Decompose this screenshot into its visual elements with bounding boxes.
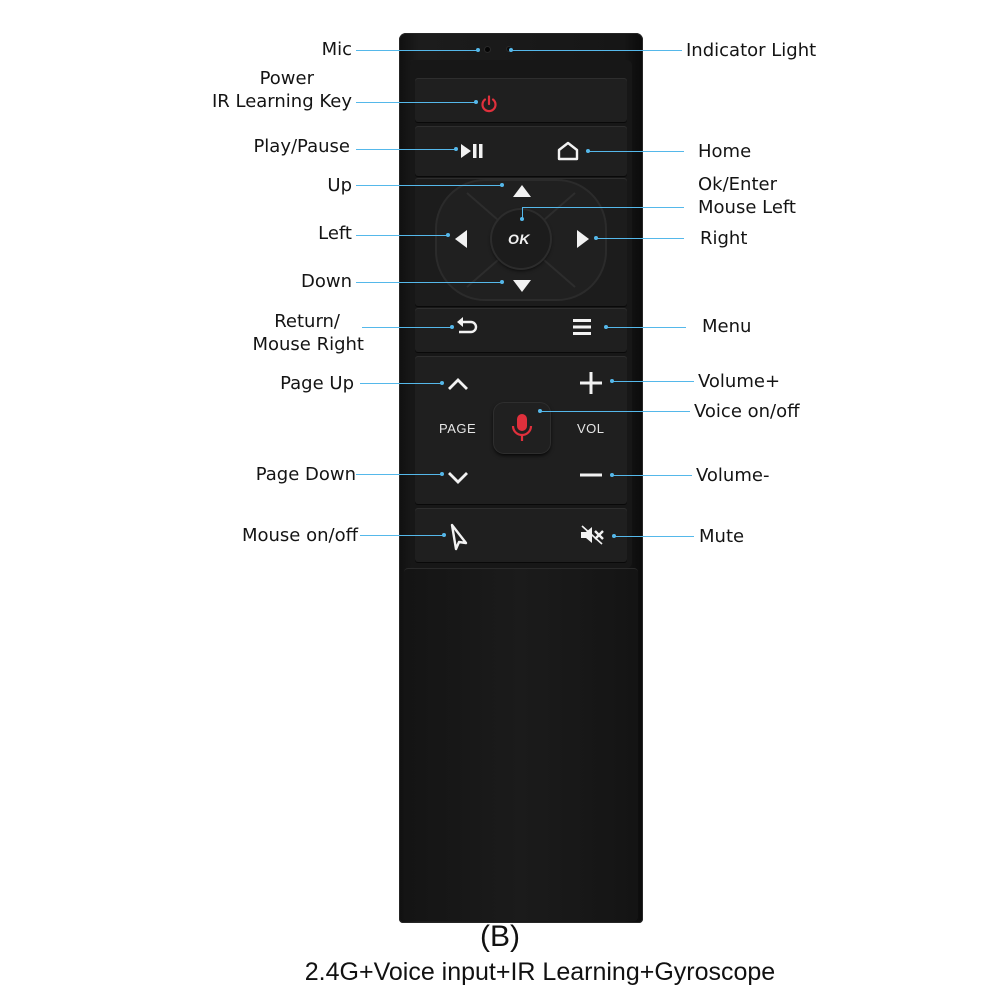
remote-lower-body xyxy=(404,568,638,921)
microphone-icon[interactable] xyxy=(510,412,534,444)
leader-down xyxy=(356,282,502,283)
label-power-line2: IR Learning Key xyxy=(211,91,352,112)
leader-dot-mic xyxy=(476,48,480,52)
label-mic: Mic xyxy=(321,39,352,60)
leader-return xyxy=(362,327,452,328)
label-play-pause: Play/Pause xyxy=(253,136,350,157)
leader-left xyxy=(356,235,448,236)
leader-mic xyxy=(356,50,478,51)
leader-dot-volume-up xyxy=(610,379,614,383)
leader-dot-right xyxy=(594,236,598,240)
leader-play-pause xyxy=(356,149,456,150)
chevron-up-icon[interactable] xyxy=(446,376,470,392)
leader-indicator xyxy=(512,50,682,51)
leader-mouse xyxy=(360,535,444,536)
minus-icon[interactable] xyxy=(578,465,604,485)
play-pause-icon[interactable] xyxy=(460,143,484,159)
leader-page-up xyxy=(360,383,442,384)
label-ok-line1: Ok/Enter xyxy=(698,174,777,195)
leader-dot-left xyxy=(446,233,450,237)
label-right: Right xyxy=(700,228,748,249)
leader-dot-menu xyxy=(604,325,608,329)
label-volume-up: Volume+ xyxy=(698,371,781,392)
leader-page-down xyxy=(356,474,442,475)
leader-dot-indicator xyxy=(509,48,513,52)
label-power-line1: Power xyxy=(259,68,314,89)
leader-voice xyxy=(540,411,690,412)
leader-dot-down xyxy=(500,280,504,284)
back-icon[interactable] xyxy=(455,316,479,338)
leader-dot-home xyxy=(586,149,590,153)
up-arrow-icon[interactable] xyxy=(511,183,533,199)
leader-dot-play-pause xyxy=(454,147,458,151)
leader-dot-up xyxy=(500,183,504,187)
power-key-panel[interactable] xyxy=(415,78,627,122)
label-down: Down xyxy=(300,271,352,292)
page-key-label: PAGE xyxy=(439,421,477,436)
leader-dot-ok xyxy=(520,217,524,221)
variant-caption: (B) xyxy=(480,920,520,953)
label-voice: Voice on/off xyxy=(694,401,800,422)
label-return-line1: Return/ xyxy=(274,311,340,332)
vol-key-label: VOL xyxy=(577,421,605,436)
label-page-up: Page Up xyxy=(280,373,354,394)
down-arrow-icon[interactable] xyxy=(511,278,533,294)
leader-volume-up xyxy=(612,381,694,382)
mic-hole xyxy=(485,47,490,52)
leader-dot-return xyxy=(450,325,454,329)
chevron-down-icon[interactable] xyxy=(446,470,470,486)
mute-icon[interactable] xyxy=(579,524,605,546)
plus-icon[interactable] xyxy=(578,370,604,396)
menu-icon[interactable] xyxy=(572,318,592,336)
label-indicator-light: Indicator Light xyxy=(686,40,817,61)
leader-up xyxy=(356,185,502,186)
features-caption: 2.4G+Voice input+IR Learning+Gyroscope xyxy=(304,958,776,986)
leader-volume-down xyxy=(612,475,692,476)
label-mute: Mute xyxy=(699,526,745,547)
home-icon[interactable] xyxy=(556,141,580,161)
label-left: Left xyxy=(318,223,352,244)
power-icon[interactable] xyxy=(479,94,499,114)
label-page-down: Page Down xyxy=(255,464,356,485)
cursor-icon[interactable] xyxy=(448,523,470,551)
leader-right xyxy=(596,238,684,239)
label-menu: Menu xyxy=(702,316,752,337)
leader-ok xyxy=(522,207,684,208)
leader-dot-volume-down xyxy=(610,473,614,477)
leader-power xyxy=(356,102,476,103)
right-arrow-icon[interactable] xyxy=(575,228,591,250)
label-mouse: Mouse on/off xyxy=(241,525,358,546)
label-home: Home xyxy=(698,141,752,162)
left-arrow-icon[interactable] xyxy=(453,228,469,250)
label-up: Up xyxy=(327,175,352,196)
label-return-line2: Mouse Right xyxy=(252,334,364,355)
leader-menu xyxy=(606,327,686,328)
leader-dot-page-down xyxy=(440,472,444,476)
leader-dot-voice xyxy=(538,409,542,413)
label-volume-down: Volume- xyxy=(696,465,770,486)
label-ok-line2: Mouse Left xyxy=(698,197,796,218)
leader-dot-mouse xyxy=(442,533,446,537)
leader-home xyxy=(588,151,684,152)
leader-dot-mute xyxy=(612,534,616,538)
leader-mute xyxy=(614,536,694,537)
leader-dot-power xyxy=(474,100,478,104)
leader-dot-page-up xyxy=(440,381,444,385)
return-menu-panel xyxy=(415,308,627,352)
ok-label: OK xyxy=(508,231,530,247)
